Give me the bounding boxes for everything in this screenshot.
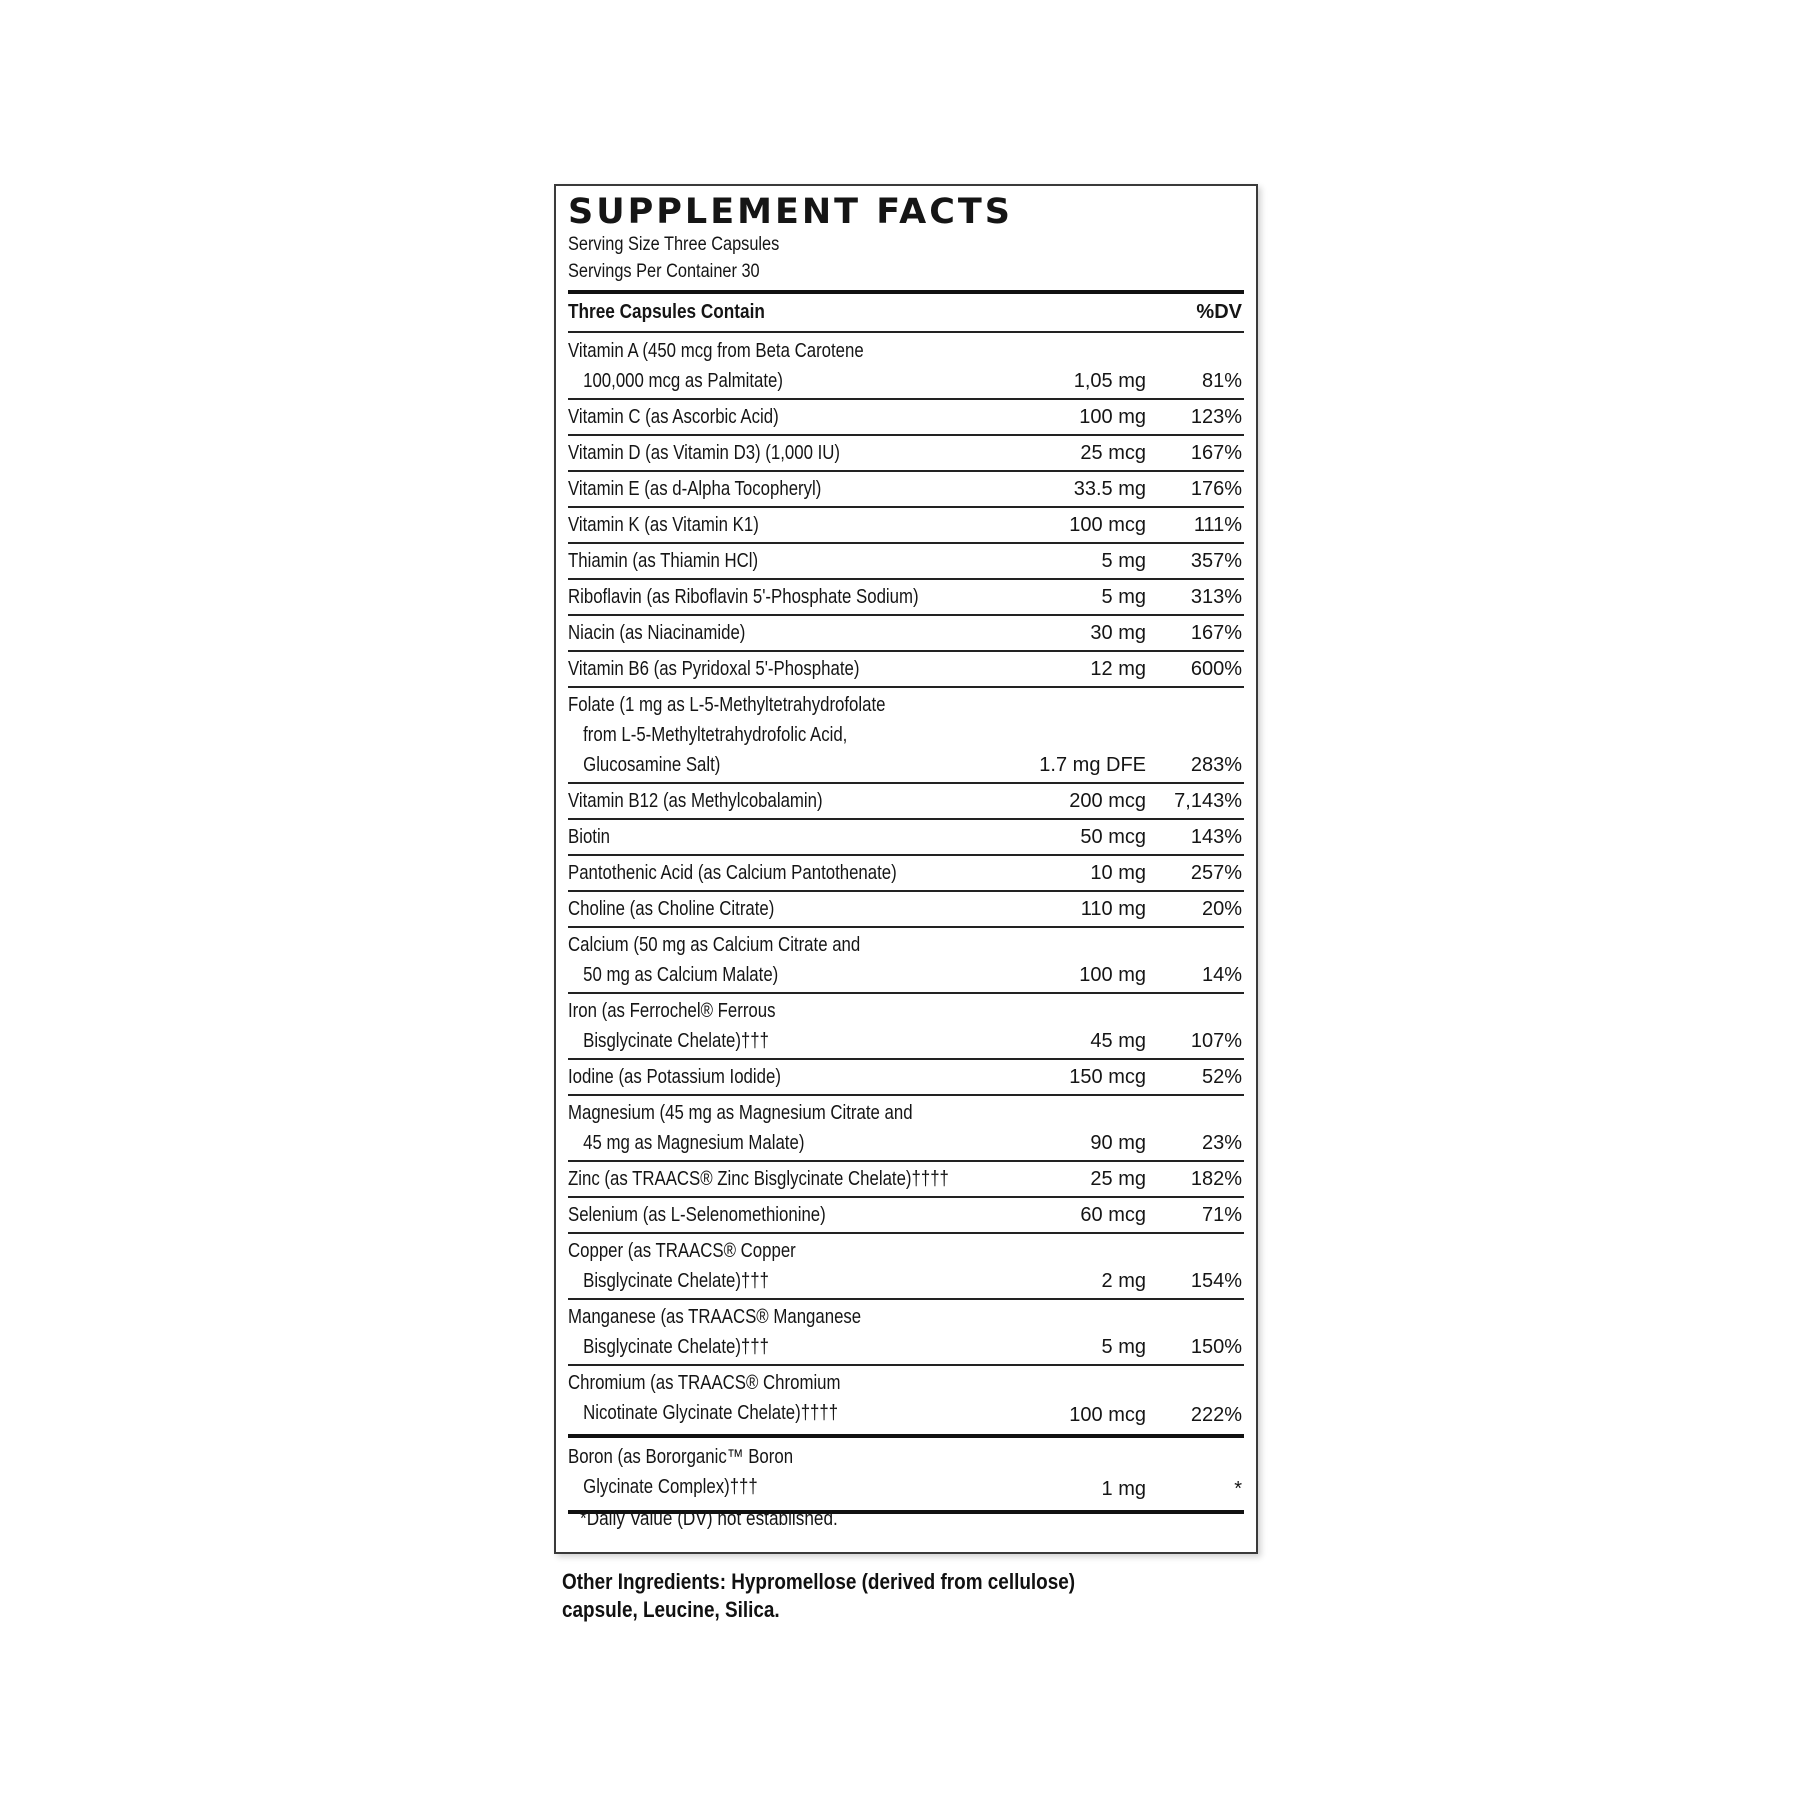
- nutrient-name-line: Manganese (as TRAACS® Manganese: [568, 1306, 862, 1328]
- nutrient-name-line: Bisglycinate Chelate)†††: [583, 1030, 769, 1052]
- nutrient-name-line: Vitamin K (as Vitamin K1): [568, 514, 759, 536]
- nutrient-daily-value: 313%: [1190, 586, 1242, 608]
- nutrient-row: [568, 334, 1244, 400]
- nutrient-row: [568, 400, 1244, 436]
- nutrient-name: [568, 1442, 1028, 1502]
- nutrient-name-line: Riboflavin (as Riboflavin 5'-Phosphate Sodium): [568, 586, 919, 608]
- nutrient-row: [568, 892, 1244, 928]
- nutrient-amount: 33.5 mg: [1073, 478, 1146, 500]
- nutrient-amount: 25 mcg: [1080, 442, 1146, 464]
- nutrient-daily-value: 20%: [1201, 898, 1242, 920]
- nutrient-amount: 100 mcg: [1069, 514, 1146, 536]
- nutrient-name-line: Zinc (as TRAACS® Zinc Bisglycinate Chelate)††††: [568, 1168, 949, 1190]
- nutrient-name: [568, 438, 1028, 468]
- nutrient-name: [568, 1164, 1028, 1194]
- nutrient-row: [568, 820, 1244, 856]
- nutrient-row: [568, 508, 1244, 544]
- nutrient-amount: 10 mg: [1090, 862, 1146, 884]
- nutrient-name: [568, 336, 1028, 396]
- nutrient-name-line: Chromium (as TRAACS® Chromium: [568, 1372, 841, 1394]
- nutrient-amount: 12 mg: [1090, 658, 1146, 680]
- nutrient-name: [568, 930, 1028, 990]
- nutrient-name: [568, 402, 1028, 432]
- nutrient-amount: 5 mg: [1101, 550, 1146, 572]
- nutrient-name-line: Copper (as TRAACS® Copper: [568, 1240, 796, 1262]
- nutrient-row: [568, 1234, 1244, 1300]
- nutrient-name: [568, 510, 1028, 540]
- nutrient-daily-value: 123%: [1190, 406, 1242, 428]
- nutrient-daily-value: 150%: [1190, 1336, 1242, 1358]
- nutrient-name: [568, 474, 1028, 504]
- nutrient-daily-value: 23%: [1201, 1132, 1242, 1154]
- nutrient-name-line: Glycinate Complex)†††: [583, 1476, 758, 1498]
- nutrient-name: [568, 858, 1028, 888]
- nutrient-name-line: 100,000 mcg as Palmitate): [583, 370, 783, 392]
- nutrient-name-line: Folate (1 mg as L-5-Methyltetrahydrofolate: [568, 694, 886, 716]
- nutrient-daily-value: 176%: [1190, 478, 1242, 500]
- nutrient-name-line: Iron (as Ferrochel® Ferrous: [568, 1000, 776, 1022]
- nutrient-amount: 100 mg: [1079, 406, 1146, 428]
- nutrient-row: [568, 1440, 1244, 1506]
- nutrient-daily-value: 283%: [1190, 754, 1242, 776]
- nutrient-name: [568, 822, 1028, 852]
- nutrient-row: [568, 436, 1244, 472]
- nutrient-name: [568, 546, 1028, 576]
- nutrient-name-line: Selenium (as L-Selenomethionine): [568, 1204, 826, 1226]
- nutrient-name-line: Thiamin (as Thiamin HCl): [568, 550, 759, 572]
- nutrient-name-line: Glucosamine Salt): [583, 754, 721, 776]
- nutrient-daily-value: 167%: [1190, 442, 1242, 464]
- nutrient-amount: 1,05 mg: [1073, 370, 1146, 392]
- nutrient-amount: 90 mg: [1090, 1132, 1146, 1154]
- supplement-facts-panel: [554, 184, 1258, 1554]
- nutrient-daily-value: 7,143%: [1174, 790, 1242, 812]
- nutrient-amount: 60 mcg: [1080, 1204, 1146, 1226]
- serving-size: Serving Size Three Capsules: [568, 234, 780, 255]
- nutrient-daily-value: *: [1234, 1478, 1242, 1500]
- nutrient-name-line: Choline (as Choline Citrate): [568, 898, 775, 920]
- nutrient-name-line: Pantothenic Acid (as Calcium Pantothenate): [568, 862, 897, 884]
- nutrient-daily-value: 154%: [1190, 1270, 1242, 1292]
- nutrient-name-line: Iodine (as Potassium Iodide): [568, 1066, 781, 1088]
- nutrient-daily-value: 107%: [1190, 1030, 1242, 1052]
- other-ingredients-text: Other Ingredients: Hypromellose (derived from cellulose) capsule, Leucine, Silica.: [562, 1569, 1076, 1622]
- nutrient-row: [568, 1162, 1244, 1198]
- nutrient-row: [568, 544, 1244, 580]
- nutrient-amount: 25 mg: [1090, 1168, 1146, 1190]
- nutrient-row: [568, 1096, 1244, 1162]
- nutrient-name: [568, 1098, 1028, 1158]
- nutrient-amount: 50 mcg: [1080, 826, 1146, 848]
- nutrient-amount: 110 mg: [1080, 898, 1146, 920]
- nutrient-amount: 30 mg: [1090, 622, 1146, 644]
- nutrient-name-line: Boron (as Bororganic™ Boron: [568, 1446, 794, 1468]
- nutrient-name: [568, 894, 1028, 924]
- nutrient-name: [568, 1236, 1028, 1296]
- nutrient-row: [568, 1300, 1244, 1366]
- nutrient-name-line: Vitamin C (as Ascorbic Acid): [568, 406, 779, 428]
- daily-value-footnote: *Daily Value (DV) not established.: [580, 1508, 838, 1530]
- nutrient-name: [568, 618, 1028, 648]
- nutrient-daily-value: 71%: [1201, 1204, 1242, 1226]
- nutrient-daily-value: 357%: [1190, 550, 1242, 572]
- nutrient-name-line: 50 mg as Calcium Malate): [583, 964, 779, 986]
- nutrient-name: [568, 996, 1028, 1056]
- nutrient-row: [568, 472, 1244, 508]
- nutrient-name: [568, 1302, 1028, 1362]
- nutrient-name-line: 45 mg as Magnesium Malate): [583, 1132, 805, 1154]
- nutrient-name-line: from L-5-Methyltetrahydrofolic Acid,: [583, 724, 848, 746]
- nutrient-name-line: Magnesium (45 mg as Magnesium Citrate and: [568, 1102, 913, 1124]
- nutrient-amount: 150 mcg: [1069, 1066, 1146, 1088]
- nutrient-row: [568, 652, 1244, 688]
- panel-title: SUPPLEMENT FACTS: [568, 192, 1013, 232]
- servings-per-container: Servings Per Container 30: [568, 261, 760, 282]
- nutrient-daily-value: 52%: [1201, 1066, 1242, 1088]
- nutrient-daily-value: 257%: [1190, 862, 1242, 884]
- nutrient-name-line: Vitamin A (450 mcg from Beta Carotene: [568, 340, 864, 362]
- nutrient-daily-value: 167%: [1190, 622, 1242, 644]
- nutrient-name-line: Nicotinate Glycinate Chelate)††††: [583, 1402, 839, 1424]
- nutrient-row: [568, 1060, 1244, 1096]
- column-header-amount-per-serving: Three Capsules Contain: [568, 301, 765, 323]
- nutrient-row: [568, 688, 1244, 784]
- nutrient-name: [568, 1368, 1028, 1428]
- nutrient-name: [568, 1200, 1028, 1230]
- nutrient-name-line: Vitamin D (as Vitamin D3) (1,000 IU): [568, 442, 841, 464]
- nutrient-amount: 100 mcg: [1069, 1404, 1146, 1426]
- nutrient-row: [568, 994, 1244, 1060]
- nutrient-name: [568, 1062, 1028, 1092]
- nutrient-row: [568, 616, 1244, 652]
- nutrient-daily-value: 600%: [1190, 658, 1242, 680]
- nutrient-amount: 100 mg: [1079, 964, 1146, 986]
- nutrient-daily-value: 14%: [1201, 964, 1242, 986]
- nutrient-amount: 45 mg: [1090, 1030, 1146, 1052]
- nutrient-daily-value: 222%: [1190, 1404, 1242, 1426]
- nutrient-row: [568, 580, 1244, 616]
- nutrient-name-line: Vitamin B12 (as Methylcobalamin): [568, 790, 823, 812]
- nutrient-name-line: Bisglycinate Chelate)†††: [583, 1336, 769, 1358]
- nutrient-name: [568, 786, 1028, 816]
- nutrient-name-line: Bisglycinate Chelate)†††: [583, 1270, 769, 1292]
- nutrient-daily-value: 182%: [1190, 1168, 1242, 1190]
- column-header-row: [568, 294, 1242, 330]
- nutrient-amount: 2 mg: [1101, 1270, 1146, 1292]
- nutrient-name-line: Calcium (50 mg as Calcium Citrate and: [568, 934, 861, 956]
- nutrient-row: [568, 856, 1244, 892]
- nutrient-daily-value: 111%: [1193, 514, 1242, 536]
- nutrient-amount: 5 mg: [1101, 586, 1146, 608]
- nutrient-name-line: Niacin (as Niacinamide): [568, 622, 746, 644]
- nutrient-daily-value: 81%: [1201, 370, 1242, 392]
- nutrient-row: [568, 928, 1244, 994]
- nutrient-row: [568, 784, 1244, 820]
- nutrient-name: [568, 582, 1028, 612]
- nutrient-amount: 1 mg: [1101, 1478, 1146, 1500]
- nutrient-daily-value: 143%: [1190, 826, 1242, 848]
- nutrient-row: [568, 1198, 1244, 1234]
- column-header-daily-value: %DV: [1196, 301, 1242, 323]
- heavy-divider: [568, 1434, 1244, 1438]
- nutrient-name-line: Biotin: [568, 826, 611, 848]
- header-divider: [568, 331, 1244, 333]
- nutrient-name: [568, 654, 1028, 684]
- nutrient-name: [568, 690, 1028, 780]
- nutrient-row: [568, 1366, 1244, 1432]
- nutrient-amount: 200 mcg: [1069, 790, 1146, 812]
- nutrient-amount: 5 mg: [1101, 1336, 1146, 1358]
- nutrient-amount: 1.7 mg DFE: [1039, 754, 1146, 776]
- nutrient-name-line: Vitamin B6 (as Pyridoxal 5'-Phosphate): [568, 658, 860, 680]
- nutrient-name-line: Vitamin E (as d-Alpha Tocopheryl): [568, 478, 822, 500]
